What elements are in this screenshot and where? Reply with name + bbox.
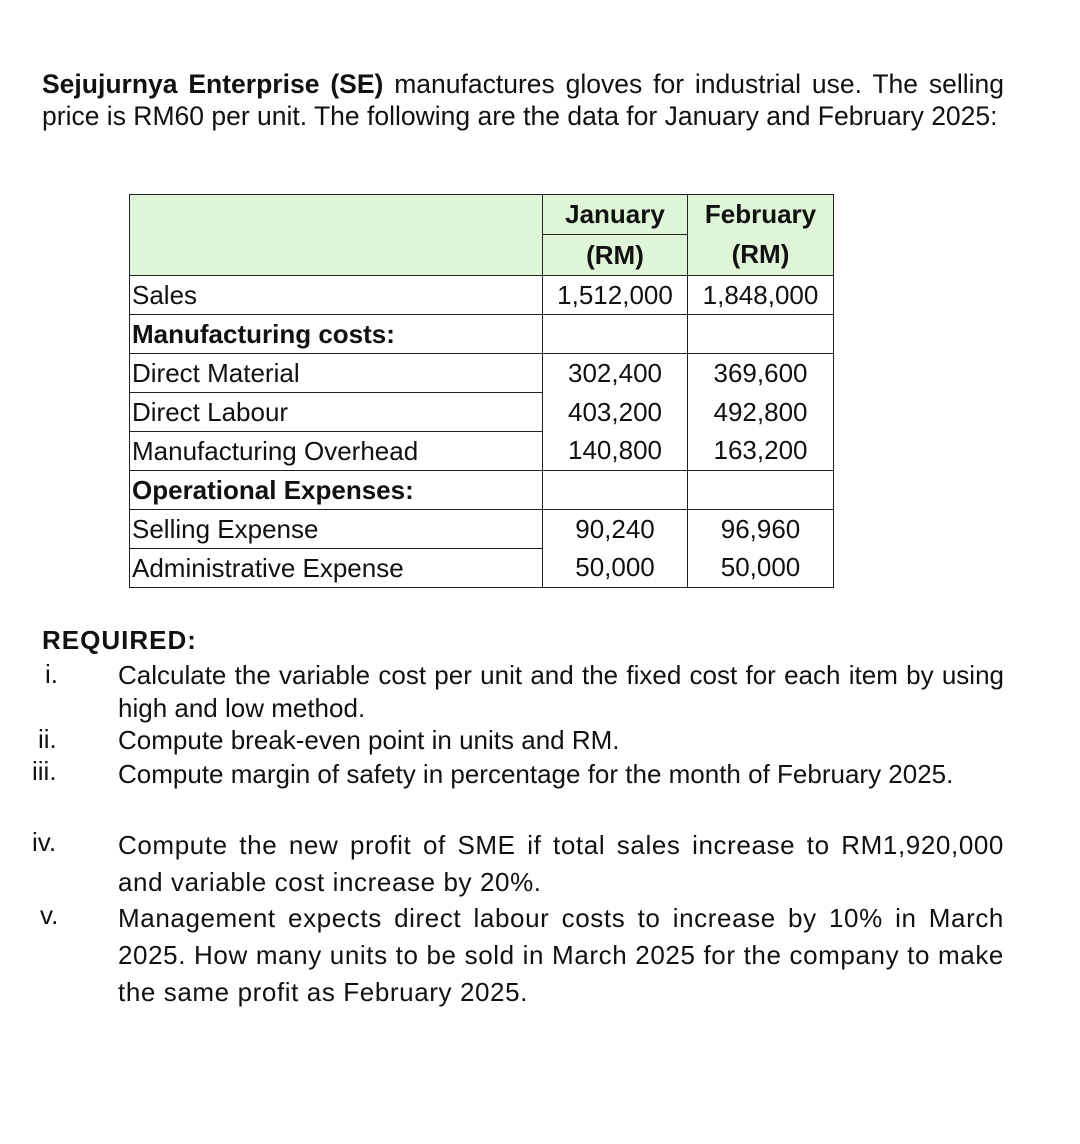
row-label-sales: Sales [130, 276, 543, 315]
required-item-number: ii. [38, 724, 57, 754]
row-label-administrative-expense: Administrative Expense [130, 549, 543, 588]
row-label-manufacturing-costs: Manufacturing costs: [130, 315, 543, 354]
required-item-text: Management expects direct labour costs to increase by 10% in March 2025. How many units to be sold in March 2025 for the company to make the same profit as February 2025. [118, 903, 1004, 1007]
manufacturing-overhead-february: 163,200 [688, 432, 834, 471]
manufacturing-january-empty [543, 315, 688, 354]
required-item-number: v. [40, 900, 59, 930]
manufacturing-february-empty [688, 315, 834, 354]
row-label-direct-labour: Direct Labour [130, 393, 543, 432]
required-heading: REQUIRED: [42, 625, 197, 655]
operational-january-empty [543, 471, 688, 510]
direct-material-february: 369,600 [688, 354, 834, 393]
table-header-row-unit [130, 235, 834, 276]
manufacturing-overhead-january: 140,800 [543, 432, 688, 471]
required-item-text: Calculate the variable cost per unit and the fixed cost for each item by using high and low method. [118, 660, 1004, 723]
row-label-direct-material: Direct Material [130, 354, 543, 393]
company-name: Sejujurnya Enterprise (SE) [42, 69, 384, 99]
header-blank-cell [130, 195, 543, 235]
intro-paragraph [42, 68, 1004, 132]
row-label-operational-expenses: Operational Expenses: [130, 471, 543, 510]
header-blank-cell-2 [130, 235, 543, 276]
administrative-expense-february: 50,000 [688, 549, 834, 588]
selling-expense-january: 90,240 [543, 510, 688, 549]
intro-text: manufactures gloves for industrial use. The selling price is RM60 per unit. The following are the data for January and February 2025: [42, 69, 1004, 131]
header-january: January [543, 195, 688, 235]
table-row-operational-heading [130, 471, 834, 510]
table-row-direct-labour [130, 393, 834, 432]
operational-february-empty [688, 471, 834, 510]
direct-labour-january: 403,200 [543, 393, 688, 432]
header-february: February [688, 195, 834, 235]
row-label-selling-expense: Selling Expense [130, 510, 543, 549]
header-february-unit: (RM) [688, 235, 834, 276]
table-row-direct-material [130, 354, 834, 393]
table-row-manufacturing-heading [130, 315, 834, 354]
table-header-row-month [130, 195, 834, 235]
required-item-text: Compute the new profit of SME if total sales increase to RM1,920,000 and variable cost increase by 20%. [118, 830, 1004, 897]
administrative-expense-january: 50,000 [543, 549, 688, 588]
table-row-manufacturing-overhead [130, 432, 834, 471]
sales-january: 1,512,000 [543, 276, 688, 315]
selling-expense-february: 96,960 [688, 510, 834, 549]
table-row-selling-expense [130, 510, 834, 549]
sales-february: 1,848,000 [688, 276, 834, 315]
required-item-text: Compute break-even point in units and RM. [118, 725, 620, 755]
header-january-unit: (RM) [543, 235, 688, 276]
row-label-manufacturing-overhead: Manufacturing Overhead [130, 432, 543, 471]
direct-labour-february: 492,800 [688, 393, 834, 432]
required-item-number: iii. [32, 756, 57, 786]
required-item-text: Compute margin of safety in percentage for the month of February 2025. [118, 759, 954, 789]
required-item-number: i. [45, 659, 58, 689]
table-row-sales [130, 276, 834, 315]
cost-data-table [129, 194, 834, 588]
required-item-number: iv. [32, 827, 57, 857]
direct-material-january: 302,400 [543, 354, 688, 393]
table-row-administrative-expense [130, 549, 834, 588]
